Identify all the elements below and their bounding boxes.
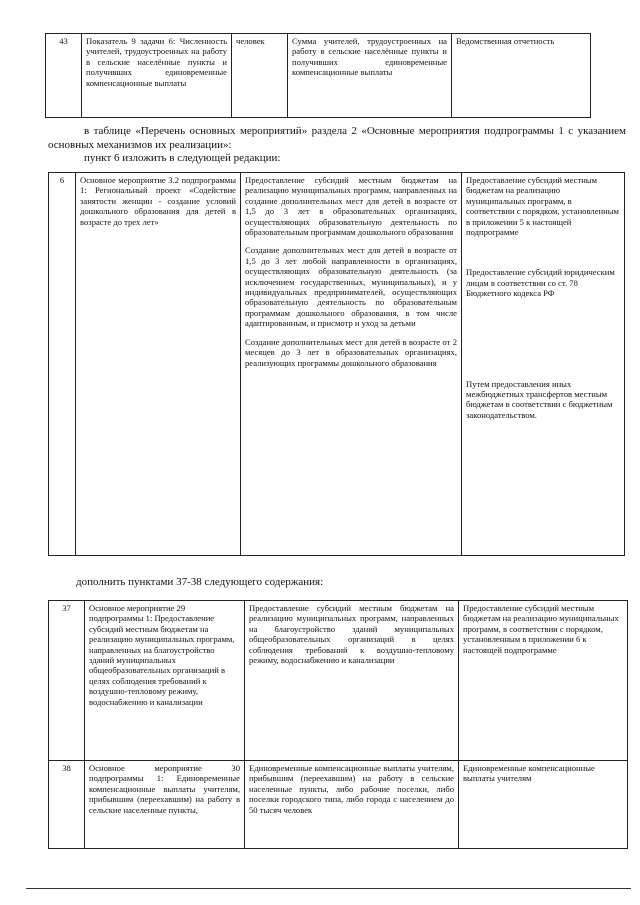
implementation-notes bbox=[462, 173, 625, 556]
indicator-unit: человек bbox=[232, 34, 288, 118]
note-3: Путем предоставления иных межбюджетных трансфертов местным бюджетам в соответствии с бюджетным законодательством. bbox=[466, 378, 613, 420]
measures-table-item-6 bbox=[48, 172, 625, 556]
row-number: 43 bbox=[46, 34, 82, 118]
implementation-mechanism: Предоставление субсидий местным бюджетам на реализацию муниципальных программ, направленных на благоустройство зданий муниципальных общеобразовательных организаций в целях соблюдения требований к воздушно-тепловому режиму, водоснабжению и канализации bbox=[245, 601, 459, 761]
measure-name: Основное мероприятие 30 подпрограммы 1: Единовременные компенсационные выплаты учителям, прибывшим (переехавшим) на работу в сельские населенные пункты, bbox=[85, 761, 245, 849]
table-row bbox=[49, 761, 628, 849]
implementation-note: Предоставление субсидий местным бюджетам на реализацию муниципальных программ, в соответствии с порядком, установленным в приложении 6 к настоящей подпрограмме bbox=[459, 601, 628, 761]
data-source: Ведомственная отчетность bbox=[452, 34, 591, 118]
paragraph-item-6: пункт 6 изложить в следующей редакции: bbox=[84, 152, 281, 164]
implementation-mechanisms bbox=[241, 173, 462, 556]
implementation-mechanism: Единовременные компенсационные выплаты учителям, прибывшим (переехавшим) на работу в сельские населенные пункты, либо рабочие поселки, либо поселки городского типа, либо города с населением до 50 тысяч человек bbox=[245, 761, 459, 849]
implementation-note: Единовременные компенсационные выплаты учителям bbox=[459, 761, 628, 849]
measure-name: Основное мероприятие 3.2 подпрограммы 1: Региональный проект «Содействие занятости женщин - создание условий дошкольного образования для детей в возрасте до трех лет» bbox=[76, 173, 241, 556]
note-1: Предоставление субсидий местным бюджетам на реализацию муниципальных программ, в соответствии с порядком, установленным в приложении 5 к настоящей подпрограмме bbox=[466, 175, 619, 238]
calculation-method: Сумма учителей, трудоустроенных на работу в сельские населённые пункты и получивших единовременные компенсационные выплаты bbox=[288, 34, 452, 118]
row-number: 37 bbox=[49, 601, 85, 761]
mechanism-1: Предоставление субсидий местным бюджетам на реализацию муниципальных программ, направленных на создание дополнительных мест для детей в возрасте от 1,5 до 3 лет в образовательных организациях, осуществляющих образовательную деятельность по образовательным программам дошкольного образования bbox=[245, 175, 457, 238]
page-bottom-rule bbox=[26, 888, 631, 889]
row-number: 38 bbox=[49, 761, 85, 849]
row-number: 6 bbox=[49, 173, 76, 556]
measure-name: Основное мероприятие 29 подпрограммы 1: Предоставление субсидий местным бюджетам на реализацию муниципальных программ, направленных на благоустройство зданий муниципальных общеобразовательных организаций в целях соблюдения требований к воздушно-тепловому режиму, водоснабжению и канализации bbox=[85, 601, 245, 761]
mechanism-2: Создание дополнительных мест для детей в возрасте от 1,5 до 3 лет любой направленности в организациях, осуществляющих образовательную деятельность (за исключением государственных, муниципальных), и у индивидуальных предпринимателей, осуществляющих образовательную деятельность по образовательным программам дошкольного образования, в том числе адаптированным, и присмотр и уход за детьми bbox=[245, 245, 457, 329]
paragraph-add-items: дополнить пунктами 37-38 следующего содержания: bbox=[76, 576, 324, 588]
table-row bbox=[46, 34, 591, 118]
mechanism-3: Создание дополнительных мест для детей в возрасте от 2 месяцев до 3 лет в образовательных организациях, реализующих программы дошкольного образования bbox=[245, 336, 457, 368]
paragraph-table-reference: в таблице «Перечень основных мероприятий» раздела 2 «Основные мероприятия подпрограммы 1 с указанием основных механизмов их реализации»: bbox=[48, 125, 626, 151]
table-row bbox=[49, 173, 625, 556]
note-2: Предоставление субсидий юридическим лицам в соответствии со ст. 78 Бюджетного кодекса РФ bbox=[466, 267, 615, 299]
table-row bbox=[49, 601, 628, 761]
indicator-table bbox=[45, 33, 591, 118]
indicator-name: Показатель 9 задачи 6: Численность учителей, трудоустроенных на работу в сельские населённые пункты и получивших единовременные компенсационные выплаты bbox=[82, 34, 232, 118]
measures-table-items-37-38 bbox=[48, 600, 628, 849]
